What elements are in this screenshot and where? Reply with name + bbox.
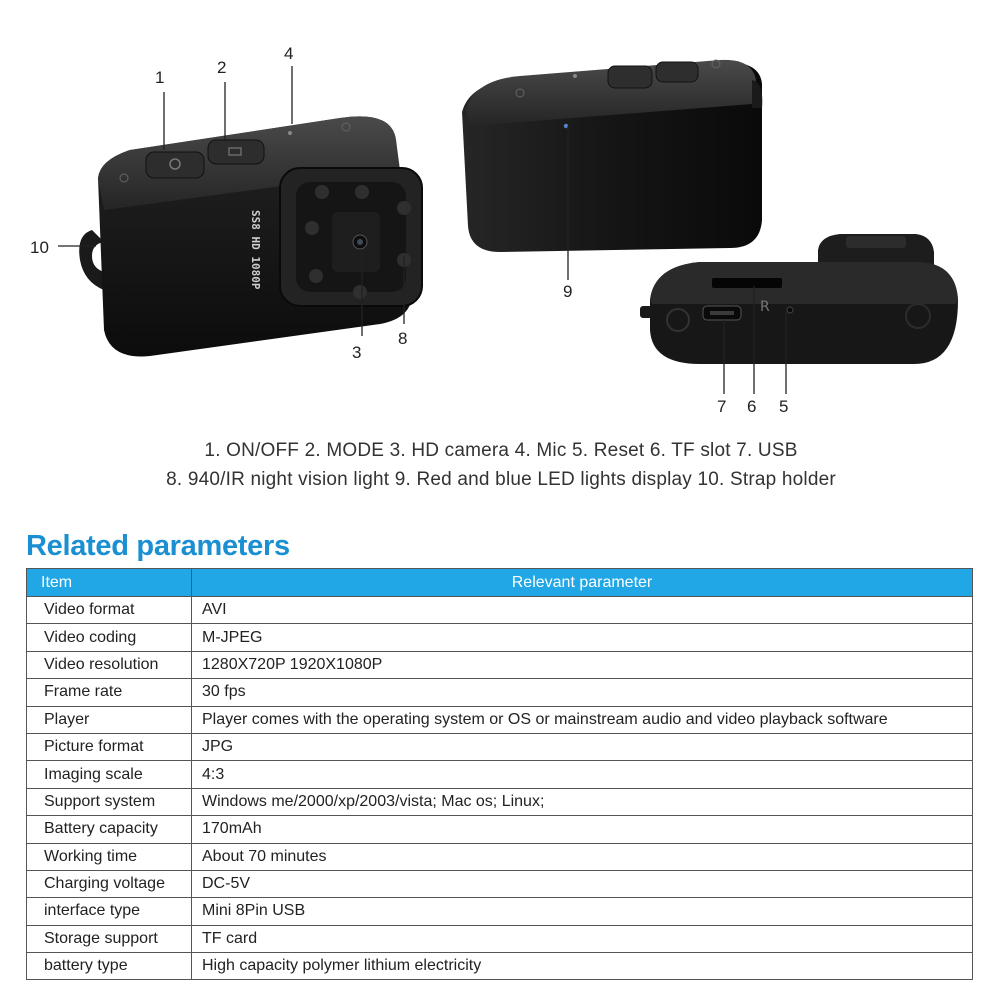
camera-bottom-view (640, 234, 958, 364)
param-item-cell: Imaging scale (27, 761, 192, 788)
legend-line-1: 1. ON/OFF 2. MODE 3. HD camera 4. Mic 5. Reset 6. TF slot 7. USB (204, 440, 798, 461)
param-value-cell: About 70 minutes (192, 843, 973, 870)
camera-front-view (79, 116, 422, 356)
table-row (27, 761, 973, 788)
table-row (27, 733, 973, 760)
table-header-row (27, 569, 973, 597)
param-value-cell: 30 fps (192, 679, 973, 706)
callout-8: 8 (398, 329, 408, 348)
param-item-cell: battery type (27, 953, 192, 980)
param-item-cell: Player (27, 706, 192, 733)
param-item-cell: Video format (27, 597, 192, 624)
param-value-cell: DC-5V (192, 870, 973, 897)
param-item-cell: Video resolution (27, 651, 192, 678)
param-value-cell: High capacity polymer lithium electricity (192, 953, 973, 980)
callout-7: 7 (717, 397, 727, 416)
param-item-cell: Storage support (27, 925, 192, 952)
table-row (27, 816, 973, 843)
param-value-cell: Player comes with the operating system or OS or mainstream audio and video playback software (192, 706, 973, 733)
param-value-cell: Windows me/2000/xp/2003/vista; Mac os; Linux; (192, 788, 973, 815)
callout-4: 4 (284, 44, 294, 63)
param-value-cell: JPG (192, 733, 973, 760)
param-item-cell: Picture format (27, 733, 192, 760)
camera-back-view (462, 60, 762, 252)
table-row (27, 843, 973, 870)
param-item-cell: Support system (27, 788, 192, 815)
param-value-cell: Mini 8Pin USB (192, 898, 973, 925)
table-body (27, 597, 973, 980)
callout-2: 2 (217, 58, 227, 77)
column-header-item: Item (27, 569, 192, 597)
callout-9: 9 (563, 282, 573, 301)
table-row (27, 788, 973, 815)
param-value-cell: AVI (192, 597, 973, 624)
table-row (27, 925, 973, 952)
table-row (27, 624, 973, 651)
param-value-cell: TF card (192, 925, 973, 952)
column-header-parameter: Relevant parameter (192, 569, 973, 597)
parameters-table (26, 568, 973, 980)
param-item-cell: Video coding (27, 624, 192, 651)
table-row (27, 953, 973, 980)
table-row (27, 870, 973, 897)
callout-1: 1 (155, 68, 165, 87)
param-value-cell: 4:3 (192, 761, 973, 788)
param-item-cell: Frame rate (27, 679, 192, 706)
table-row (27, 597, 973, 624)
callout-6: 6 (747, 397, 757, 416)
param-item-cell: Battery capacity (27, 816, 192, 843)
section-title: Related parameters (26, 530, 290, 562)
legend-line-2: 8. 940/IR night vision light 9. Red and blue LED lights display 10. Strap holder (166, 469, 836, 490)
param-value-cell: 1280X720P 1920X1080P (192, 651, 973, 678)
param-value-cell: M-JPEG (192, 624, 973, 651)
table-row (27, 651, 973, 678)
callout-5: 5 (779, 397, 789, 416)
model-print: SS8 HD 1080P (249, 210, 262, 290)
table-row (27, 679, 973, 706)
param-item-cell: interface type (27, 898, 192, 925)
table-row (27, 898, 973, 925)
param-item-cell: Working time (27, 843, 192, 870)
table-row (27, 706, 973, 733)
param-value-cell: 170mAh (192, 816, 973, 843)
callout-10: 10 (30, 238, 49, 257)
reset-mark: R (760, 299, 770, 315)
callout-3: 3 (352, 343, 362, 362)
param-item-cell: Charging voltage (27, 870, 192, 897)
